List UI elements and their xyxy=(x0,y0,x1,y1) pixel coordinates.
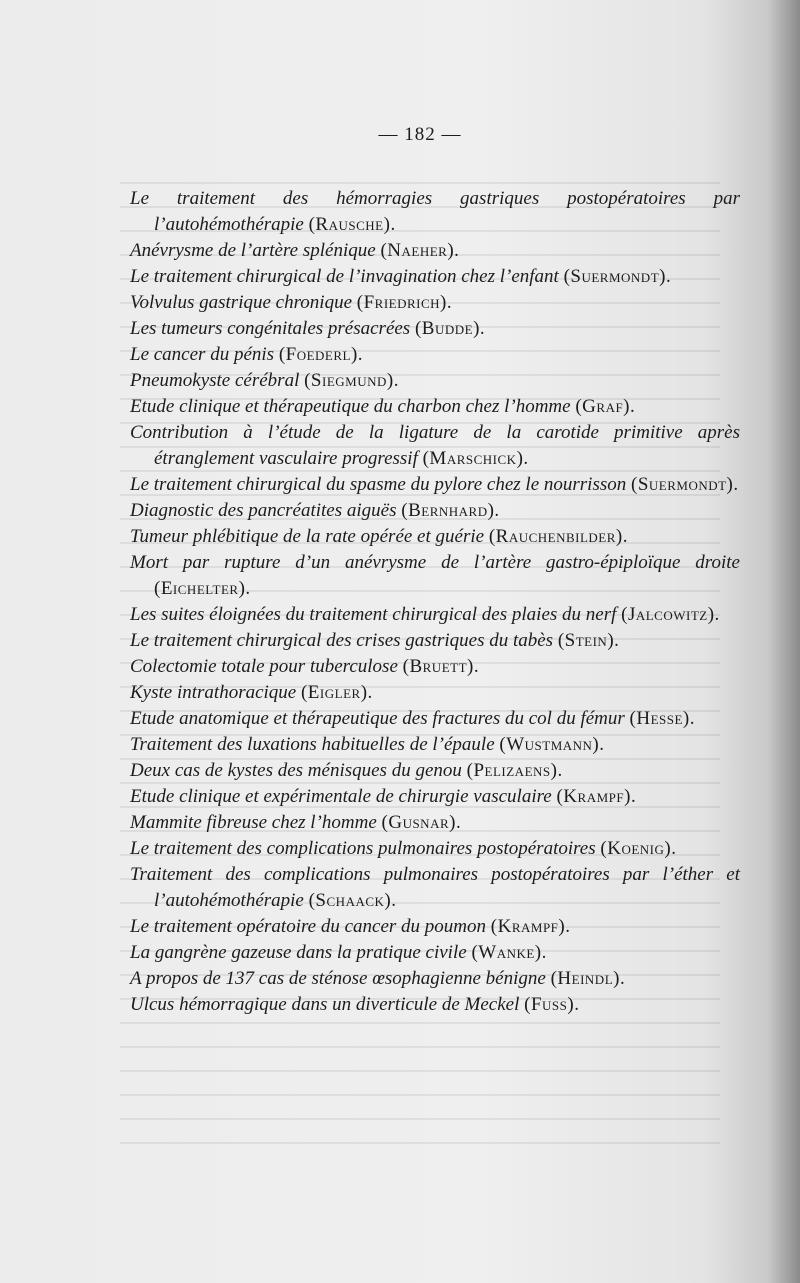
entry-title: Etude anatomique et thérapeutique des fractures du col du fémur xyxy=(130,708,625,729)
bibliography-entry xyxy=(130,680,740,706)
entry-author: (Bernhard). xyxy=(401,500,500,521)
entry-title: Anévrysme de l’artère splénique xyxy=(130,240,376,261)
entry-title: Etude clinique et expérimentale de chirurgie vasculaire xyxy=(130,786,552,807)
bibliography-entry xyxy=(130,940,740,966)
bibliography-entry xyxy=(130,914,740,940)
entry-title: Les tumeurs congénitales présacrées xyxy=(130,318,411,339)
entry-title: Mort par rupture d’un anévrysme de l’artère gastro-épiploïque droite xyxy=(130,552,740,573)
entry-author: (Eichelter). xyxy=(154,578,251,599)
bibliography-entry xyxy=(130,654,740,680)
entry-author: (Jalcowitz). xyxy=(621,604,720,625)
entry-author: (Krampf). xyxy=(556,786,637,807)
entry-title: Le traitement opératoire du cancer du poumon xyxy=(130,916,487,937)
entry-title: Le cancer du pénis xyxy=(130,344,275,365)
entry-author: (Gusnar). xyxy=(381,812,462,833)
entry-title: Le traitement chirurgical des crises gastriques du tabès xyxy=(130,630,554,651)
bibliography-entry xyxy=(130,524,740,550)
entry-author: (Bruett). xyxy=(402,656,480,677)
bibliography-entry xyxy=(130,368,740,394)
bibliography-entry xyxy=(130,628,740,654)
entry-title: Deux cas de kystes des ménisques du genou xyxy=(130,760,462,781)
entry-author: (Rauchenbilder). xyxy=(488,526,628,547)
bibliography-entry xyxy=(130,732,740,758)
entry-author: (Schaack). xyxy=(308,890,397,911)
bibliography-entry xyxy=(130,836,740,862)
entry-title: Traitement des complications pulmonaires postopératoires par l’éther et l’autohémothérapie xyxy=(130,864,740,911)
entry-author: (Stein). xyxy=(557,630,620,651)
entry-author: (Friedrich). xyxy=(356,292,453,313)
bibliography-entry xyxy=(130,706,740,732)
entry-title: Diagnostic des pancréatites aiguës xyxy=(130,500,397,521)
bibliography-entry xyxy=(130,472,740,498)
entry-author: (Naeher). xyxy=(380,240,460,261)
bibliography-entry xyxy=(130,264,740,290)
bibliography-entry xyxy=(130,498,740,524)
entry-title: Kyste intrathoracique xyxy=(130,682,297,703)
bibliography-entry xyxy=(130,992,740,1018)
entry-author: (Koenig). xyxy=(600,838,677,859)
bibliography-entry xyxy=(130,394,740,420)
entry-author: (Pelizaens). xyxy=(466,760,563,781)
entry-title: Ulcus hémorragique dans un diverticule de Meckel xyxy=(130,994,520,1015)
entry-title: Traitement des luxations habituelles de l’épaule xyxy=(130,734,495,755)
bibliography-entry xyxy=(130,758,740,784)
entry-author: (Eigler). xyxy=(300,682,373,703)
page-number: — 182 — xyxy=(378,124,462,145)
entry-title: Tumeur phlébitique de la rate opérée et guérie xyxy=(130,526,485,547)
entry-author: (Budde). xyxy=(414,318,486,339)
bibliography-entry xyxy=(130,602,740,628)
entry-title: Colectomie totale pour tuberculose xyxy=(130,656,398,677)
entry-title: Le traitement chirurgical de l’invagination chez l’enfant xyxy=(130,266,559,287)
entry-author: (Suermondt). xyxy=(563,266,672,287)
bibliography-entry xyxy=(130,420,740,472)
entry-author: (Fuss). xyxy=(524,994,580,1015)
entry-title: Les suites éloignées du traitement chirurgical des plaies du nerf xyxy=(130,604,617,625)
entry-author: (Suermondt). xyxy=(631,474,739,495)
entry-author: (Rausche). xyxy=(308,214,396,235)
bibliography-entry xyxy=(130,186,740,238)
bibliography-entry xyxy=(130,810,740,836)
entry-author: (Siegmund). xyxy=(304,370,399,391)
entry-title: Le traitement chirurgical du spasme du pylore chez le nourrisson xyxy=(130,474,627,495)
entry-author: (Wustmann). xyxy=(499,734,605,755)
entry-author: (Wanke). xyxy=(471,942,547,963)
entry-title: Contribution à l’étude de la ligature de la carotide primitive après étranglement vasculaire progressif xyxy=(130,422,740,469)
entry-title: Le traitement des complications pulmonaires postopératoires xyxy=(130,838,596,859)
entry-title: Volvulus gastrique chronique xyxy=(130,292,352,313)
entry-title: A propos de 137 cas de sténose œsophagienne bénigne xyxy=(130,968,546,989)
bibliography-entry xyxy=(130,238,740,264)
bibliography-entry xyxy=(130,550,740,602)
entry-author: (Heindl). xyxy=(550,968,626,989)
entry-author: (Foederl). xyxy=(278,344,364,365)
entry-title: Etude clinique et thérapeutique du charbon chez l’homme xyxy=(130,396,571,417)
entry-author: (Krampf). xyxy=(490,916,571,937)
entry-title: Pneumokyste cérébral xyxy=(130,370,300,391)
bibliography-entry xyxy=(130,342,740,368)
entry-title: Le traitement des hémorragies gastriques postopératoires par l’autohémothérapie xyxy=(130,188,740,235)
entry-author: (Hesse). xyxy=(629,708,696,729)
entry-title: La gangrène gazeuse dans la pratique civile xyxy=(130,942,467,963)
bibliography-entry xyxy=(130,784,740,810)
bibliography-entry xyxy=(130,316,740,342)
bibliography-entry xyxy=(130,290,740,316)
bibliography-entry xyxy=(130,966,740,992)
bibliography-list xyxy=(130,186,740,1018)
bibliography-entry xyxy=(130,862,740,914)
entry-author: (Marschick). xyxy=(422,448,529,469)
entry-author: (Graf). xyxy=(575,396,636,417)
entry-title: Mammite fibreuse chez l’homme xyxy=(130,812,377,833)
